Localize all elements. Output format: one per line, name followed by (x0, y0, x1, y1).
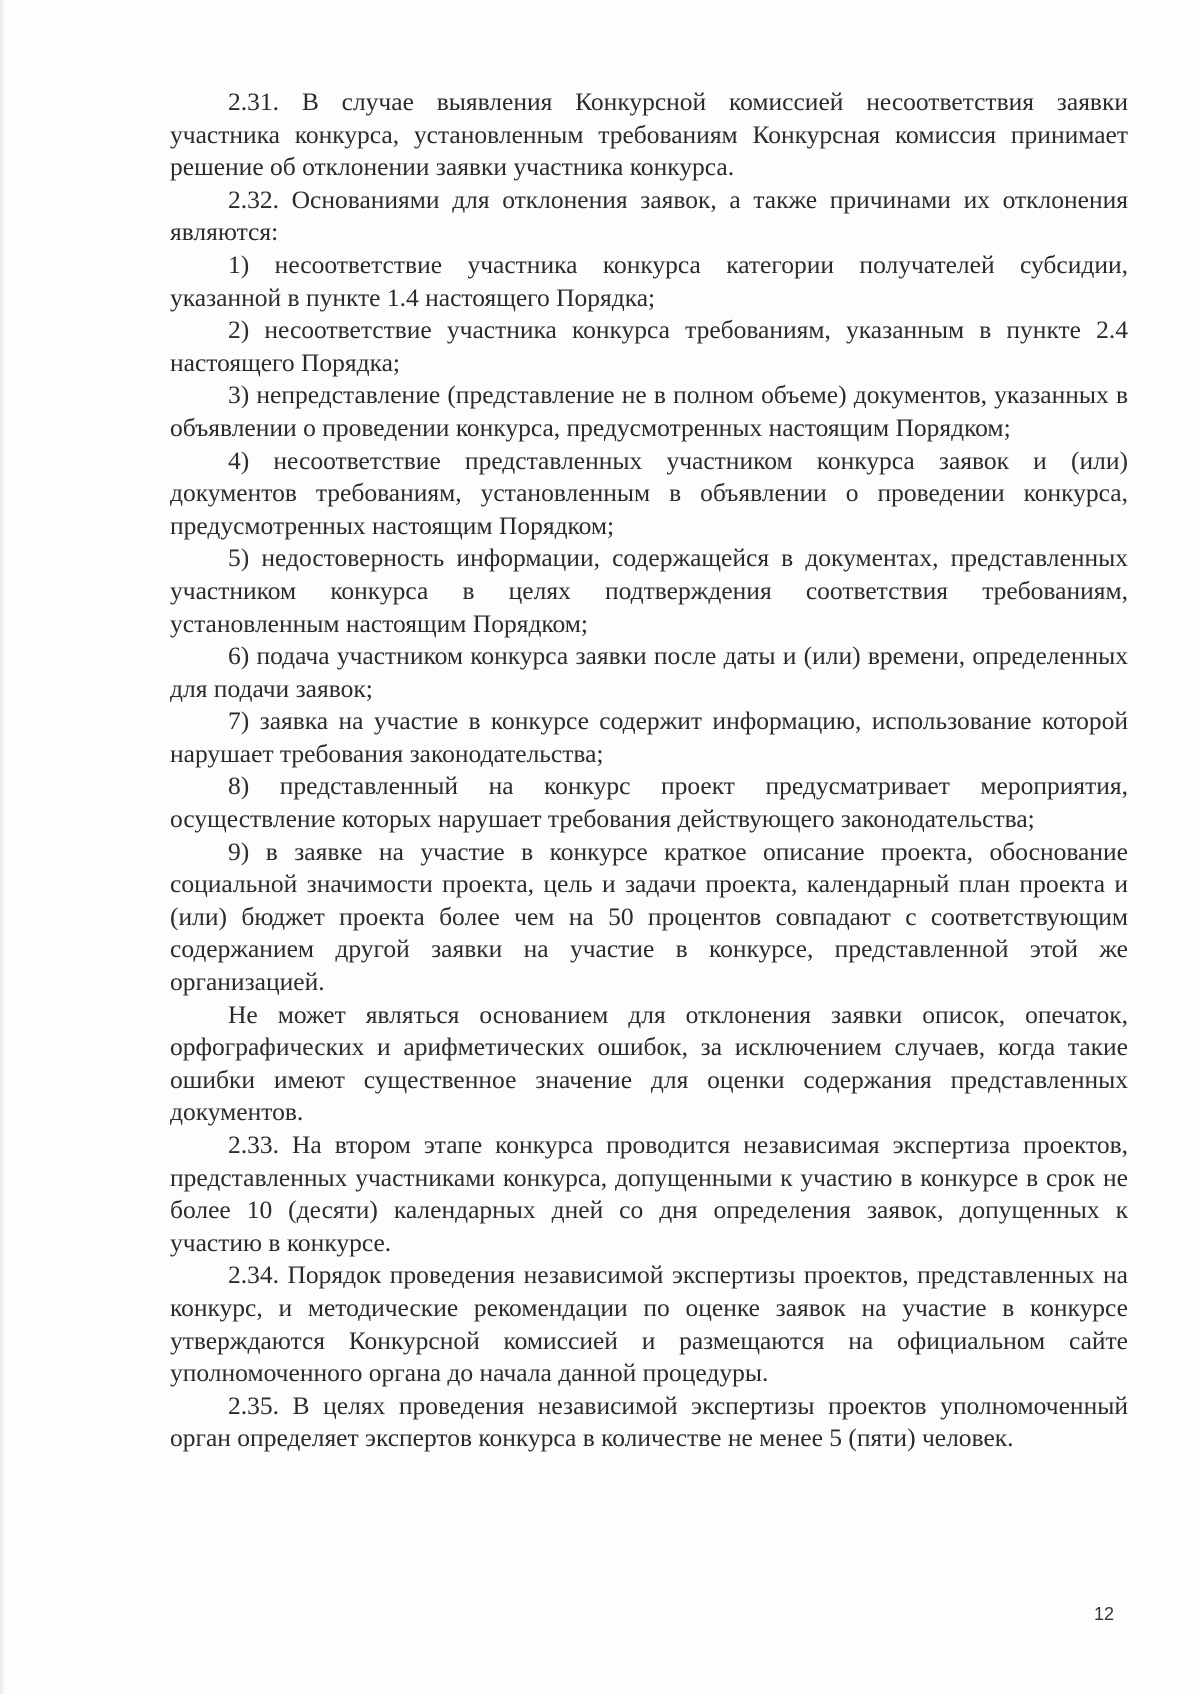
list-item-7: 7) заявка на участие в конкурсе содержит информацию, использование которой нарушает требования законодательства; (170, 706, 1128, 768)
paragraph-exception-note: Не может являться основанием для отклонения заявки описок, опечаток, орфографических и арифметических ошибок, за исключением случаев, когда такие ошибки имеют существенное значение для оценки содержания представленных документов. (170, 999, 1128, 1127)
scan-edge-shadow (0, 0, 6, 1694)
paragraph-2-32: 2.32. Основаниями для отклонения заявок, а также причинами их отклонения являются: (170, 184, 1128, 247)
paragraph-2-33: 2.33. На втором этапе конкурса проводится независимая экспертиза проектов, представленных участниками конкурса, допущенными к участию в конкурсе в срок не более 10 (десяти) календарных дней со дня определения заявок, допущенных к участию в конкурсе. (170, 1130, 1128, 1257)
list-item-8: 8) представленный на конкурс проект предусматривает мероприятия, осуществление которых нарушает требования действующего законодательства; (170, 771, 1128, 834)
list-item-4: 4) несоответствие представленных участником конкурса заявок и (или) документов требованиям, установленным в объявлении о проведении конкурса, предусмотренных настоящим Порядком; (170, 445, 1128, 540)
document-body (170, 86, 1128, 1455)
page-number: 12 (1094, 1604, 1115, 1624)
paragraph-2-35: 2.35. В целях проведения независимой экспертизы проектов уполномоченный орган определяет экспертов конкурса в количестве не менее 5 (пяти) человек. (170, 1390, 1128, 1453)
list-item-3: 3) непредставление (представление не в полном объеме) документов, указанных в объявлении о проведении конкурса, предусмотренных настоящим Порядком; (170, 380, 1128, 442)
list-item-2: 2) несоответствие участника конкурса требованиям, указанным в пункте 2.4 настоящего Порядка; (170, 315, 1128, 377)
list-item-1: 1) несоответствие участника конкурса категории получателей субсидии, указанной в пункте 1.4 настоящего Порядка; (170, 249, 1128, 312)
paragraph-2-34: 2.34. Порядок проведения независимой экспертизы проектов, представленных на конкурс, и методические рекомендации по оценке заявок на участие в конкурсе утверждаются Конкурсной комиссией и размещаются на официальном сайте уполномоченного органа до начала данной процедуры. (170, 1260, 1128, 1388)
list-item-6: 6) подача участником конкурса заявки после даты и (или) времени, определенных для подачи заявок; (170, 641, 1128, 703)
paragraph-2-31: 2.31. В случае выявления Конкурсной комиссией несоответствия заявки участника конкурса, установленным требованиям Конкурсная комиссия принимает решение об отклонении заявки участника конкурса. (170, 87, 1128, 182)
list-item-5: 5) недостоверность информации, содержащейся в документах, представленных участником конкурса в целях подтверждения соответствия требованиям, установленным настоящим Порядком; (170, 543, 1128, 638)
list-item-9: 9) в заявке на участие в конкурсе краткое описание проекта, обоснование социальной значимости проекта, цель и задачи проекта, календарный план проекта и (или) бюджет проекта более чем на 50 процентов совпадают с соответствующим содержанием другой заявки на участие в конкурсе, представленной этой же организацией. (170, 836, 1128, 997)
